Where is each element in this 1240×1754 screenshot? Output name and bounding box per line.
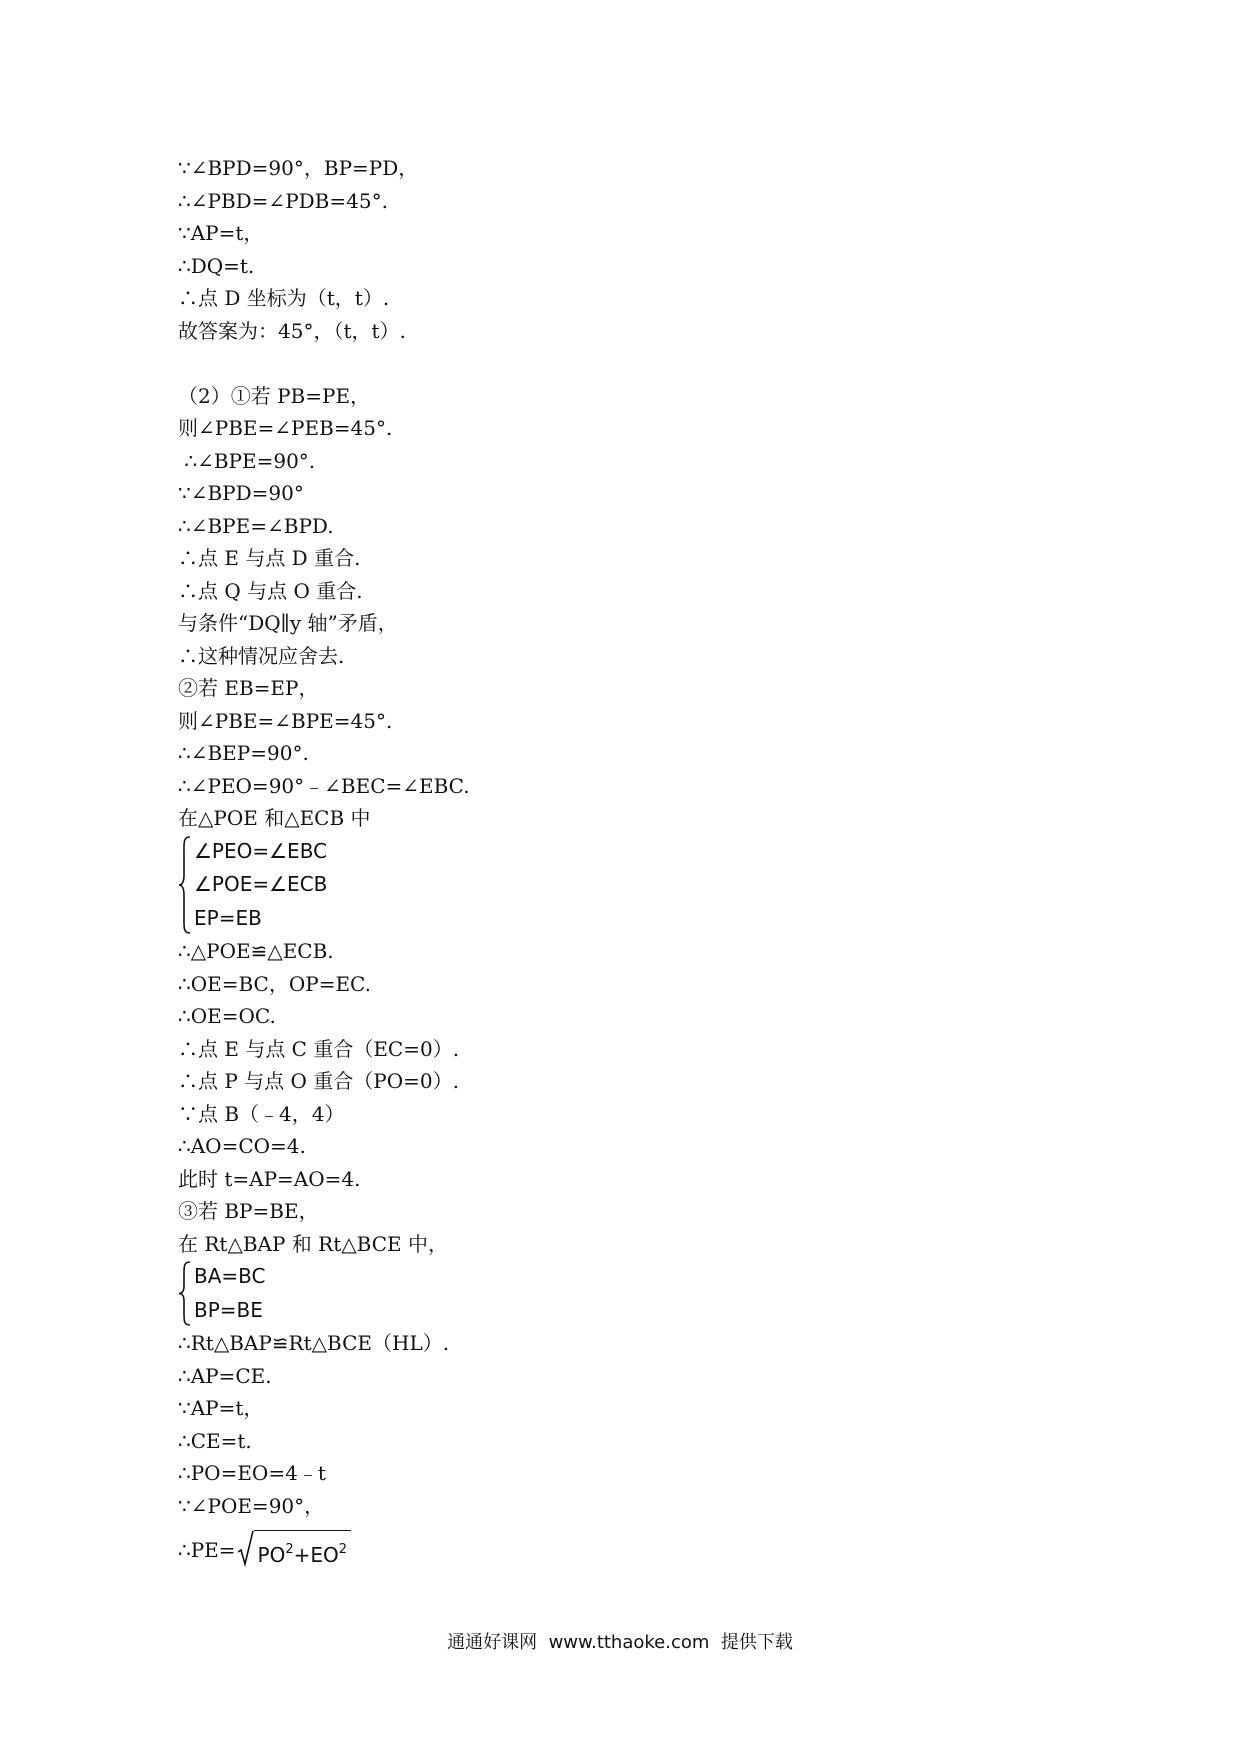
final-equation (178, 1522, 1078, 1578)
text-line: ∵∠BPD=90° (178, 481, 304, 505)
page-footer: 通通好课网 www.tthaoke.com 提供下载 (447, 1632, 793, 1653)
blank-line (178, 347, 1078, 380)
left-brace-icon (178, 835, 192, 935)
equation-prefix: ∴PE= (178, 1538, 236, 1562)
equation-system-2 (178, 1260, 1078, 1327)
square-root (238, 1530, 352, 1570)
system-row: BP=BE (194, 1297, 263, 1322)
section-part2-case3-cont (178, 1327, 1078, 1522)
system-row: ∠PEO=∠EBC (194, 838, 328, 863)
system-row: EP=EB (194, 905, 262, 930)
equation-system-1 (178, 835, 1078, 936)
text-line: ∵∠POE=90°， (178, 1493, 325, 1518)
system-row: BA=BC (194, 1264, 266, 1288)
text-line: ∴∠PEO=90°﹣∠BEC=∠EBC. (178, 773, 470, 798)
text-line: ∵AP=t， (178, 1396, 264, 1420)
text-line: ∴AP=CE. (178, 1363, 272, 1388)
system-row: ∠POE=∠ECB (194, 872, 328, 896)
text-line: 在 Rt△BAP 和 Rt△BCE 中， (178, 1231, 448, 1256)
text-line: ∵∠BPD=90°，BP=PD， (178, 156, 419, 180)
text-line: 故答案为：45°，（t，t）. (178, 318, 406, 343)
text-line: ∴Rt△BAP≌Rt△BCE（HL）. (178, 1331, 450, 1355)
text-line: ∴AO=CO=4. (178, 1134, 306, 1158)
term-eo: EO (310, 1543, 339, 1567)
text-line: ∴点 P 与点 O 重合（PO=0）. (178, 1069, 459, 1093)
text-line: ∴点 E 与点 D 重合. (178, 546, 361, 570)
text-line: （2）①若 PB=PE， (178, 383, 371, 408)
text-line: ∵点 B（﹣4，4） (178, 1101, 345, 1126)
radicand (254, 1530, 352, 1570)
left-brace-icon (178, 1260, 192, 1327)
exponent: 2 (338, 1542, 348, 1557)
section-part2-case2-cont (178, 935, 1078, 1260)
section-part1 (178, 152, 1078, 347)
text-line: 与条件“DQ∥y 轴”矛盾， (178, 611, 398, 635)
text-line: ∴OE=OC. (178, 1004, 276, 1028)
text-line: ∵AP=t， (178, 221, 264, 245)
text-line: ∴点 D 坐标为（t，t）. (178, 286, 390, 310)
text-line: ∴∠BEP=90°. (178, 741, 309, 765)
text-line: 在△POE 和△ECB 中 (178, 806, 371, 830)
exponent: 2 (285, 1542, 294, 1557)
text-line: ∴OE=BC，OP=EC. (178, 971, 372, 996)
text-line: ∴∠PBD=∠PDB=45°. (178, 188, 388, 213)
text-line: ∴△POE≌△ECB. (178, 939, 334, 963)
text-line: ③若 BP=BE， (178, 1199, 319, 1223)
text-line: ∴CE=t. (178, 1428, 252, 1453)
text-line: ∴点 Q 与点 O 重合. (178, 578, 363, 603)
text-line: ∴∠BPE=∠BPD. (178, 513, 334, 538)
text-line: 则∠PBE=∠PEB=45°. (178, 416, 393, 440)
text-line: ∴这种情况应舍去. (178, 643, 345, 668)
text-line: 则∠PBE=∠BPE=45°. (178, 708, 393, 733)
term-po: PO (257, 1543, 286, 1567)
text-line: ∴DQ=t. (178, 253, 255, 278)
text-line: 此时 t=AP=AO=4. (178, 1166, 361, 1191)
solution-content (178, 152, 1078, 1578)
text-line: ②若 EB=EP， (178, 676, 319, 700)
radical-sign-icon (238, 1530, 254, 1568)
text-line: ∴∠BPE=90°. (178, 448, 316, 473)
text-line: ∴PO=EO=4﹣t (178, 1461, 326, 1485)
text-line: ∴点 E 与点 C 重合（EC=0）. (178, 1036, 460, 1061)
section-part2-case1-2 (178, 380, 1078, 835)
plus-sign: + (293, 1543, 311, 1567)
